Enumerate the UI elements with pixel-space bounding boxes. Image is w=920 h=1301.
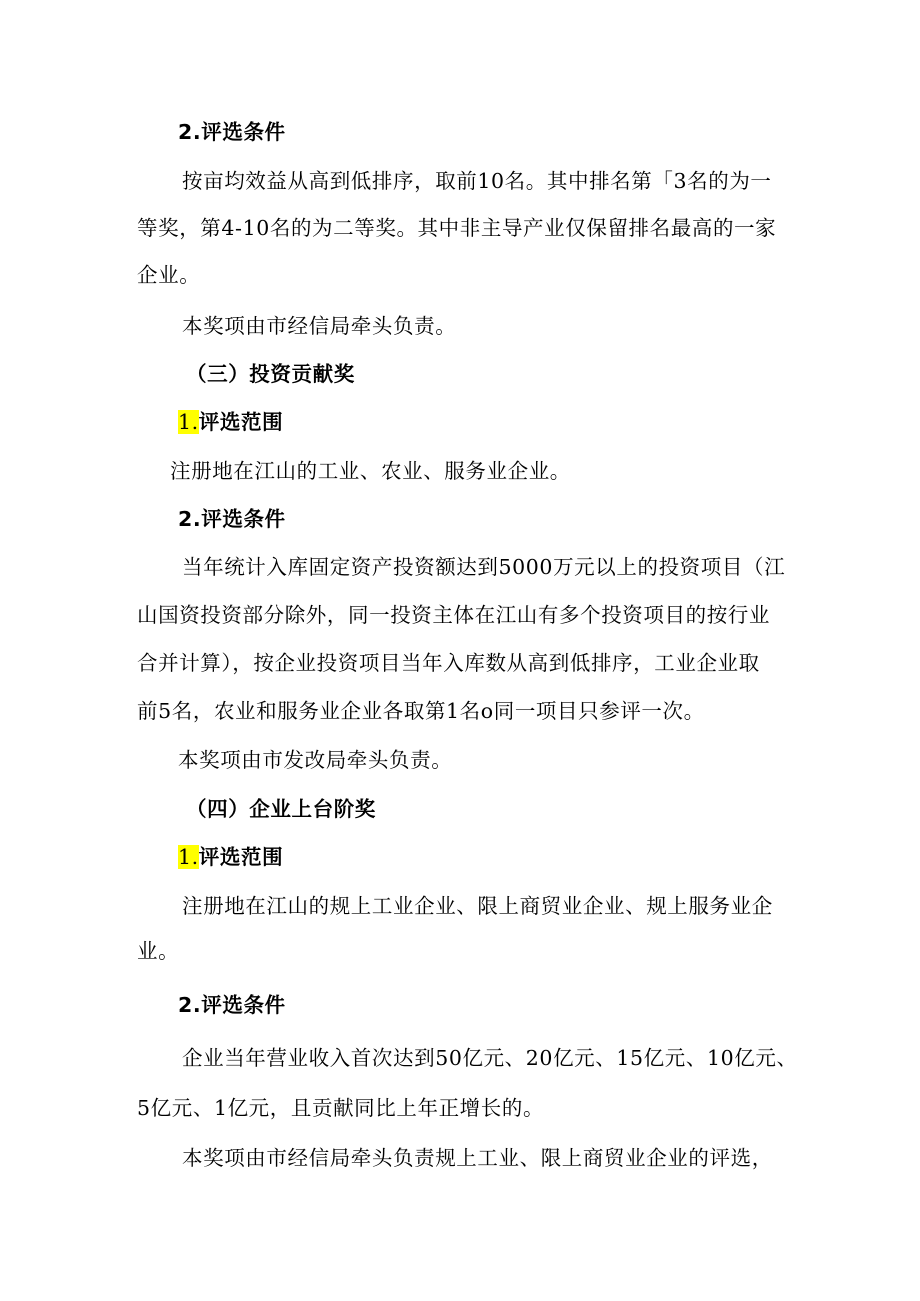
section-heading-upgrade: （四）企业上台阶奖 [186, 797, 376, 821]
paragraph-line: 按亩均效益从高到低排序，取前10名。其中排名第「3名的为一 [182, 169, 772, 193]
paragraph-line: 本奖项由市经信局牵头负责。 [182, 314, 457, 338]
paragraph-line: 注册地在江山的工业、农业、服务业企业。 [170, 459, 571, 483]
heading-scope-label: 评选范围 [198, 410, 284, 434]
paragraph-line: 前5名，农业和服务业企业各取第1名o同一项目只参评一次。 [137, 699, 705, 723]
paragraph-line: 山国资投资部分除外，同一投资主体在江山有多个投资项目的按行业 [137, 603, 770, 627]
heading-scope [178, 842, 283, 872]
paragraph-line: 企业当年营业收入首次达到50亿元、20亿元、15亿元、10亿元、 [182, 1046, 798, 1070]
heading-criteria: 2.评选条件 [178, 120, 286, 144]
heading-scope [178, 407, 283, 437]
paragraph-line: 当年统计入库固定资产投资额达到5000万元以上的投资项目（江 [182, 555, 786, 579]
highlighted-number: 1. [178, 845, 199, 869]
paragraph-line: 等奖，第4-10名的为二等奖。其中非主导产业仅保留排名最高的一家 [137, 216, 777, 240]
paragraph-line: 注册地在江山的规上工业企业、限上商贸业企业、规上服务业企 [182, 894, 773, 918]
paragraph-line: 本奖项由市经信局牵头负责规上工业、限上商贸业企业的评选， [182, 1146, 773, 1170]
paragraph-line: 5亿元、1亿元，且贡献同比上年正增长的。 [137, 1096, 545, 1120]
heading-criteria: 2.评选条件 [178, 507, 286, 531]
heading-scope-label: 评选范围 [198, 845, 284, 869]
paragraph-line: 合并计算），按企业投资项目当年入库数从高到低排序，工业企业取 [137, 651, 760, 675]
highlighted-number: 1. [178, 410, 199, 434]
paragraph-line: 业。 [137, 939, 180, 963]
paragraph-line: 企业。 [137, 263, 201, 287]
section-heading-investment: （三）投资贡献奖 [186, 362, 355, 386]
paragraph-line: 本奖项由市发改局牵头负责。 [178, 748, 453, 772]
heading-criteria: 2.评选条件 [178, 993, 286, 1017]
